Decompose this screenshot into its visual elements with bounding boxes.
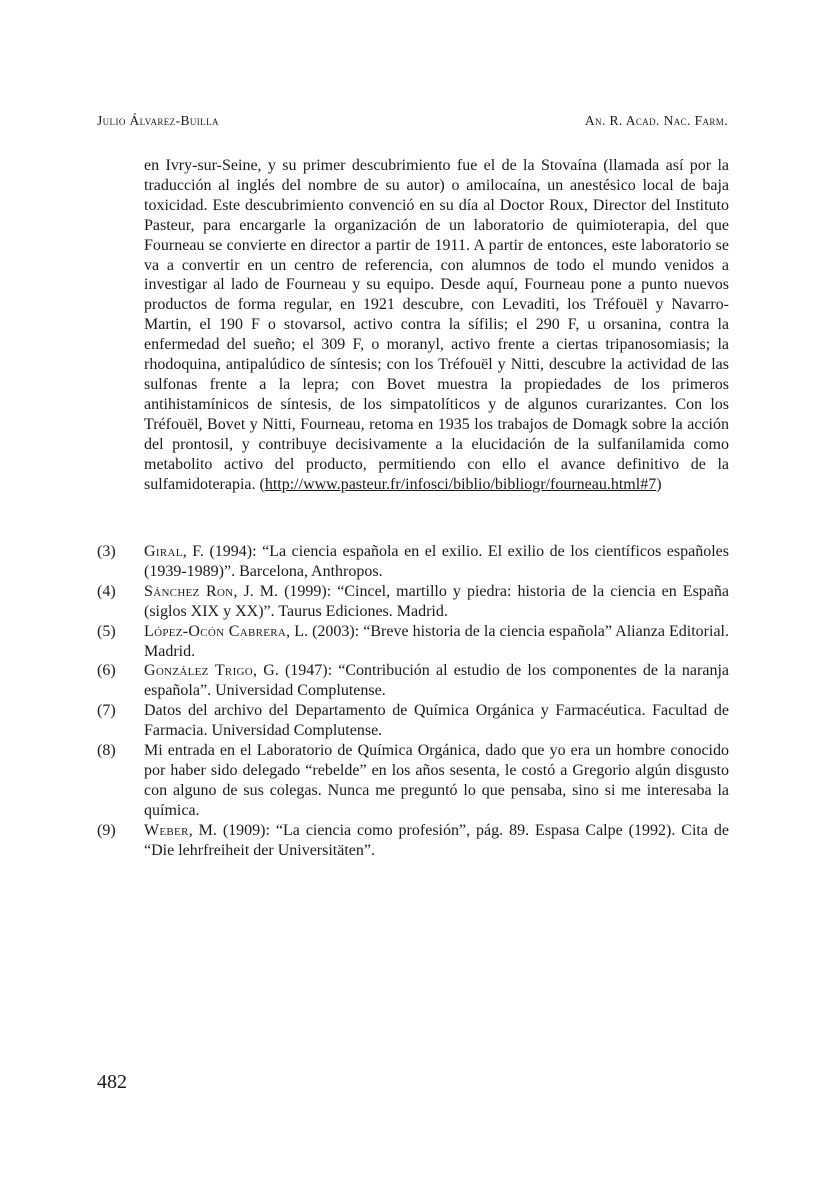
reference-body: , L. (2003): “Breve historia de la ciencia española” Alianza Editorial. Madrid.	[144, 622, 729, 660]
reference-text	[144, 701, 729, 741]
reference-body: , J. M. (1999): “Cincel, martillo y piedra: historia de la ciencia en España (siglos XIX y XX)”. Taurus Ediciones. Madrid.	[144, 582, 729, 620]
reference-author: Giral	[144, 543, 183, 560]
reference-author: López-Ocón Cabrera	[144, 622, 287, 640]
reference-number: (5)	[97, 622, 116, 640]
reference-body: , M. (1909): “La ciencia como profesión”, pág. 89. Espasa Calpe (1992). Cita de “Die lehrfreiheit der Universitäten”.	[144, 821, 729, 859]
reference-text	[144, 821, 729, 861]
running-head-author: Julio Álvarez-Builla	[97, 113, 219, 128]
reference-body: Datos del archivo del Departamento de Química Orgánica y Farmacéutica. Facultad de Farmacia. Universidad Complutense.	[144, 702, 729, 740]
reference-number: (4)	[97, 582, 116, 600]
running-head	[97, 113, 728, 129]
reference-author: González Trigo	[144, 662, 254, 680]
footnote-continuation	[144, 156, 729, 494]
reference-text	[144, 542, 729, 582]
reference-item	[97, 542, 729, 582]
reference-body: , F. (1994): “La ciencia española en el exilio. El exilio de los científicos españoles (1939-1989)”. Barcelona, Anthropos.	[144, 543, 729, 580]
pasteur-bibliography-link[interactable]: http://www.pasteur.fr/infosci/biblio/bibliogr/fourneau.html#7	[264, 475, 657, 493]
reference-text	[144, 741, 729, 821]
page-number: 482	[97, 1071, 127, 1093]
reference-author: Sánchez Ron	[144, 582, 234, 600]
reference-number: (9)	[97, 821, 116, 839]
reference-text	[144, 622, 729, 662]
reference-body: , G. (1947): “Contribución al estudio de los componentes de la naranja española”. Universidad Complutense.	[144, 662, 729, 700]
running-head-journal: An. R. Acad. Nac. Farm.	[584, 113, 728, 128]
reference-item	[97, 701, 729, 741]
reference-item	[97, 582, 729, 622]
footnote-continuation-closing: )	[656, 475, 662, 493]
reference-item	[97, 741, 729, 821]
reference-text	[144, 661, 729, 701]
reference-number: (6)	[97, 662, 116, 680]
reference-number: (3)	[97, 543, 116, 560]
reference-body: Mi entrada en el Laboratorio de Química Orgánica, dado que yo era un hombre conocido por haber sido delegado “rebelde” en los años sesenta, le costó a Gregorio algún disgusto con alguno de sus colegas. Nunca me preguntó lo que pensaba, sino si me interesaba la química.	[144, 742, 729, 819]
reference-list	[97, 542, 729, 861]
reference-author: Weber	[144, 821, 189, 839]
reference-item	[97, 661, 729, 701]
reference-item	[97, 622, 729, 662]
reference-text	[144, 582, 729, 622]
reference-number: (8)	[97, 742, 116, 760]
reference-item	[97, 821, 729, 861]
footnote-continuation-text: en Ivry-sur-Seine, y su primer descubrimiento fue el de la Stovaína (llamada así por la traducción al inglés del nombre de su autor) o amilocaína, un anestésico local de baja toxicidad. Este descubrimiento convenció en su día al Doctor Roux, Director del Instituto Pasteur, para encargarle la organización de un laboratorio de quimioterapia, del que Fourneau se convierte en director a partir de 1911. A partir de entonces, este laboratorio se va a convertir en un centro de referencia, con alumnos de todo el mundo venidos a investigar al lado de Fourneau y su equipo. Desde aquí, Fourneau pone a punto nuevos productos de forma regular, en 1921 descubre, con Levaditi, los Tréfouël y Navarro-Martin, el 190 F o stovarsol, activo contra la sífilis; el 290 F, u orsanina, contra la enfermedad del sueño; el 309 F, o moranyl, activo frente a ciertas tripanosomiasis; la rhodoquina, antipalúdico de síntesis; con los Tréfouël y Nitti, descubre la actividad de las sulfonas frente a la lepra; con Bovet muestra la propiedades de los primeros antihistamínicos de síntesis, de los simpatolíticos y de algunos curarizantes. Con los Tréfouël, Bovet y Nitti, Fourneau, retoma en 1935 los trabajos de Domagk sobre la acción del prontosil, y contribuye decisivamente a la elucidación de la sulfanilamida como metabolito activo del producto, permitiendo con ello el avance definitivo de la sulfamidoterapia. (	[144, 157, 729, 493]
reference-number: (7)	[97, 702, 116, 720]
